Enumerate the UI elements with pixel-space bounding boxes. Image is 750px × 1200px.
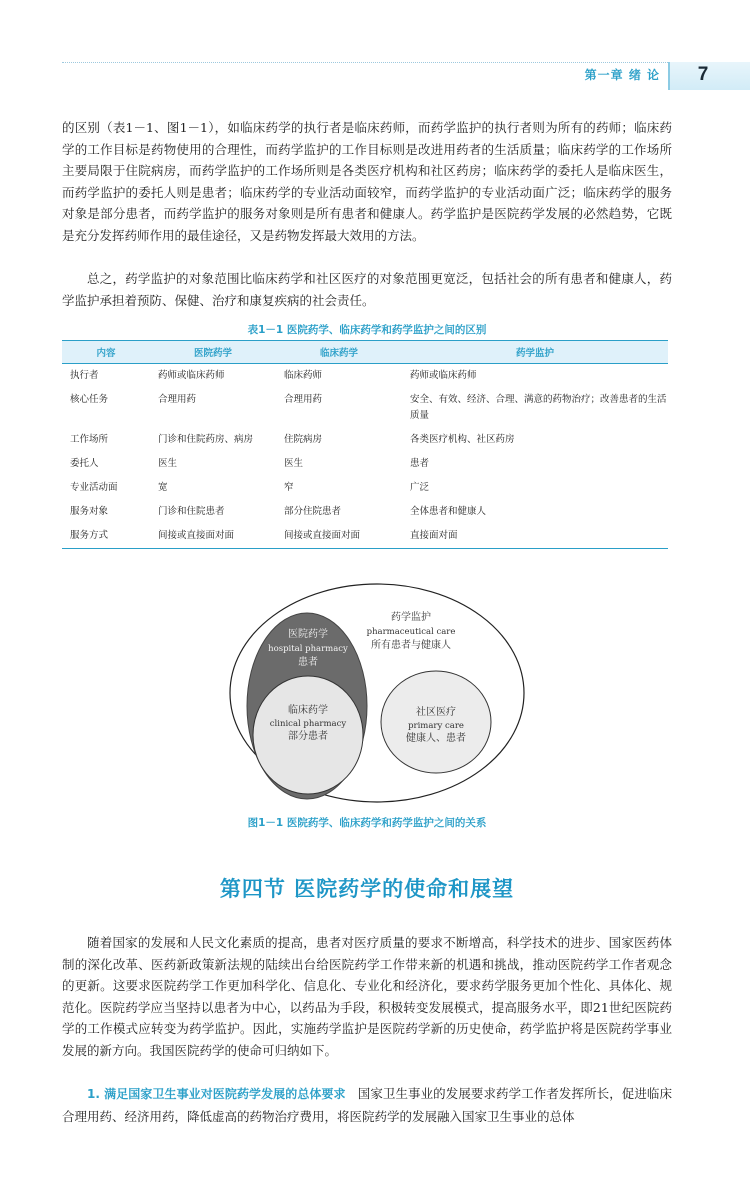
table-cell: 安全、有效、经济、合理、满意的药物治疗；改善患者的生活质量	[410, 394, 667, 421]
table-cell: 各类医疗机构、社区药房	[410, 434, 515, 445]
table-cell: 间接或直接面对面	[150, 524, 276, 549]
table-cell: 全体患者和健康人	[410, 506, 487, 517]
table-cell: 服务对象	[70, 506, 109, 517]
table-cell: 药师或临床药师	[158, 370, 225, 381]
venn-label: 部分患者	[288, 731, 328, 742]
table-row	[62, 500, 668, 524]
table-row	[62, 364, 668, 389]
venn-label: 健康人、患者	[406, 733, 466, 744]
table-cell: 直接面对面	[402, 524, 668, 549]
venn-label: 社区医疗	[416, 707, 456, 718]
header-rule	[62, 62, 672, 63]
table-cell: 服务方式	[62, 524, 150, 549]
item-heading: 1. 满足国家卫生事业对医院药学发展的总体要求	[87, 1087, 346, 1101]
table-cell: 宽	[158, 482, 168, 493]
table-cell: 部分住院患者	[284, 506, 342, 517]
table-header-row	[62, 341, 668, 364]
paragraph-comparison: 的区别（表1－1、图1－1），如临床药学的执行者是临床药师，而药学监护的执行者则为所有的药师；临床药学的工作目标是药物使用的合理性，而药学监护的工作目标则是改进用药者的生活质量；临床药学的工作场所主要局限于住院病房，而药学监护的工作场所则是各类医疗机构和社区药房；临床药学的委托人是临床医生，而药学监护的委托人则是患者；临床药学的专业活动面较窄，而药学监护的专业活动面广泛；临床药学的服务对象是部分患者，而药学监护的服务对象则是所有患者和健康人。药学监护是医院药学发展的必然趋势，它既是充分发挥药师作用的最佳途径，又是药物发挥最大效用的方法。	[62, 120, 672, 243]
table-cell: 药师或临床药师	[410, 370, 477, 381]
table-cell: 工作场所	[70, 434, 109, 445]
comparison-table	[62, 340, 668, 549]
table-header-cell: 临床药学	[276, 341, 402, 364]
figure-caption: 图1－1 医院药学、临床药学和药学监护之间的关系	[247, 817, 487, 829]
venn-label: 患者	[298, 657, 318, 668]
table-row	[62, 452, 668, 476]
table-cell: 患者	[410, 458, 430, 469]
table-cell: 核心任务	[70, 394, 109, 405]
table-row	[62, 524, 668, 549]
table-cell: 门诊和住院药房、病房	[158, 434, 254, 445]
venn-label: pharmaceutical care	[366, 627, 456, 637]
table-cell: 门诊和住院患者	[158, 506, 225, 517]
section-paragraph: 随着国家的发展和人民文化素质的提高，患者对医疗质量的要求不断增高，科学技术的进步、国家医药体制的深化改革、医药新政策新法规的陆续出台给医院药学工作带来新的机遇和挑战，推动医院药学工作者观念的更新。这要求医院药学工作更加科学化、信息化、专业化和经济化，要求药学服务更加个性化、具体化、规范化。医院药学应当坚持以患者为中心，以药品为手段，积极转变发展模式，提高服务水平，即21世纪医院药学的工作模式应转变为药学监护。因此，实施药学监护是医院药学新的历史使命，药学监护将是医院药学事业发展的新方向。我国医院药学的使命可归纳如下。	[62, 935, 672, 1058]
venn-label: 医院药学	[288, 629, 328, 640]
item-text: 国家卫生事业的发展要求药学工作者发挥所长，促进临床合理用药、经济用药，降低虚高的药物治疗费用，将医院药学的发展融入国家卫生事业的总体	[62, 1086, 672, 1124]
venn-label: 临床药学	[288, 705, 328, 716]
table-header-cell: 内容	[62, 341, 150, 364]
table-cell: 住院病房	[284, 434, 323, 445]
venn-diagram	[225, 580, 525, 805]
table-cell: 广泛	[410, 482, 430, 493]
mission-item-1	[62, 1083, 672, 1127]
venn-label: 药学监护	[391, 612, 431, 623]
table-header-cell: 医院药学	[150, 341, 276, 364]
table-cell: 医生	[284, 458, 304, 469]
venn-label: primary care	[408, 721, 464, 731]
table-header-cell: 药学监护	[402, 341, 668, 364]
page-number: 7	[697, 64, 709, 85]
table-row	[62, 428, 668, 452]
table-cell: 窄	[284, 482, 294, 493]
table-caption: 表1－1 医院药学、临床药学和药学监护之间的区别	[247, 324, 487, 336]
chapter-title: 第一章 绪 论	[584, 68, 660, 82]
table-cell: 合理用药	[158, 394, 197, 405]
venn-label: hospital pharmacy	[268, 644, 348, 654]
table-cell: 间接或直接面对面	[276, 524, 402, 549]
table-cell: 执行者	[70, 370, 99, 381]
venn-label: 所有患者与健康人	[371, 640, 451, 651]
table-row	[62, 388, 668, 428]
table-cell: 合理用药	[284, 394, 323, 405]
table-cell: 专业活动面	[70, 482, 118, 493]
table-cell: 委托人	[70, 458, 99, 469]
table-row	[62, 476, 668, 500]
table-cell: 医生	[158, 458, 178, 469]
venn-label: clinical pharmacy	[269, 719, 347, 729]
section-title: 第四节 医院药学的使命和展望	[219, 876, 515, 901]
paragraph-summary: 总之，药学监护的对象范围比临床药学和社区医疗的对象范围更宽泛，包括社会的所有患者和健康人，药学监护承担着预防、保健、治疗和康复疾病的社会责任。	[62, 271, 672, 308]
table-cell: 临床药师	[284, 370, 323, 381]
